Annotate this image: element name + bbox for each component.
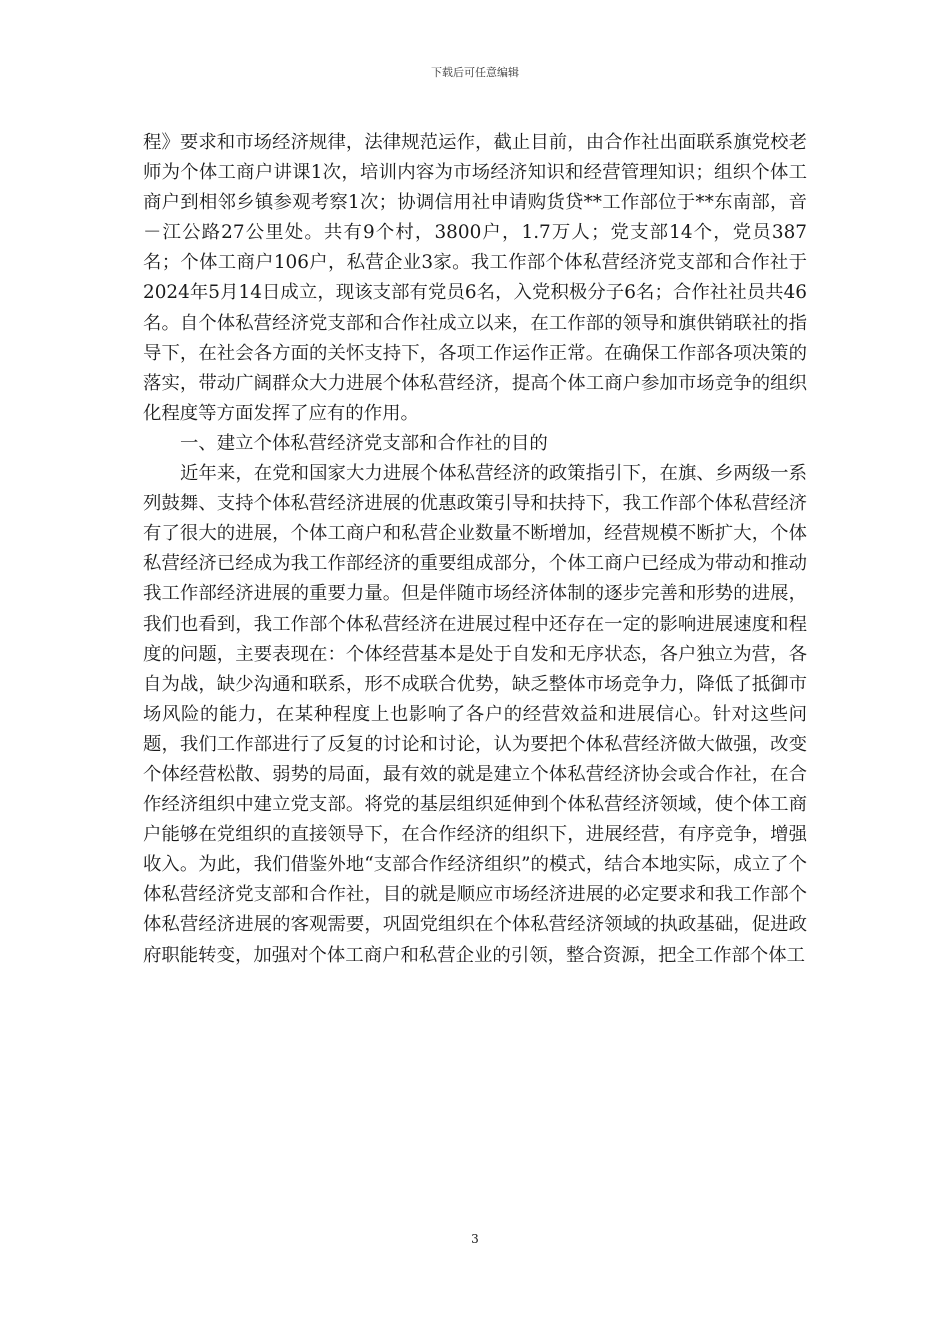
page-header: 下载后可任意编辑 <box>431 66 519 79</box>
body-paragraph: 近年来，在党和国家大力进展个体私营经济的政策指引下，在旗、乡两级一系列鼓舞、支持个体私营经济进展的优惠政策引导和扶持下，我工作部个体私营经济有了很大的进展，个体工商户和私营企业数量不断增加，经营规模不断扩大，个体私营经济已经成为我工作部经济的重要组成部分，个体工商户已经成为带动和推动我工作部经济进展的重要力量。但是伴随市场经济体制的逐步完善和形势的进展，我们也看到，我工作部个体私营经济在进展过程中还存在一定的影响进展速度和程度的问题，主要表现在：个体经营基本是处于自发和无序状态，各户独立为营，各自为战，缺少沟通和联系，形不成联合优势，缺乏整体市场竞争力，降低了抵御市场风险的能力，在某种程度上也影响了各户的经营效益和进展信心。针对这些问题，我们工作部进行了反复的讨论和讨论，认为要把个体私营经济做大做强，改变个体经营松散、弱势的局面，最有效的就是建立个体私营经济协会或合作社，在合作经济组织中建立党支部。将党的基层组织延伸到个体私营经济领域，使个体工商户能够在党组织的直接领导下，在合作经济的组织下，进展经营，有序竞争，增强收入。为此，我们借鉴外地“支部合作经济组织”的模式，结合本地实际，成立了个体私营经济党支部和合作社，目的就是顺应市场经济进展的必定要求和我工作部个体私营经济进展的客观需要，巩固党组织在个体私营经济领域的执政基础，促进政府职能转变，加强对个体工商户和私营企业的引领，整合资源，把全工作部个体工 <box>143 463 807 966</box>
body-paragraph: 程》要求和市场经济规律，法律规范运作，截止目前，由合作社出面联系旗党校老师为个体工商户讲课1次，培训内容为市场经济知识和经营管理知识；组织个体工商户到相邻乡镇参观考察1次；协调信用社申请购货贷**工作部位于**东南部，音－江公路27公里处。共有9个村，3800户，1.7万人；党支部14个，党员387名；个体工商户106户，私营企业3家。我工作部个体私营经济党支部和合作社于2024年5月14日成立，现该支部有党员6名，入党积极分子6名；合作社社员共46名。自个体私营经济党支部和合作社成立以来，在工作部的领导和旗供销联社的指导下，在社会各方面的关怀支持下，各项工作运作正常。在确保工作部各项决策的落实，带动广阔群众大力进展个体私营经济，提高个体工商户参加市场竞争的组织化程度等方面发挥了应有的作用。 <box>143 132 807 424</box>
section-heading: 一、建立个体私营经济党支部和合作社的目的 <box>180 432 548 454</box>
page-number: 3 <box>471 1232 479 1246</box>
document-body <box>143 128 807 971</box>
